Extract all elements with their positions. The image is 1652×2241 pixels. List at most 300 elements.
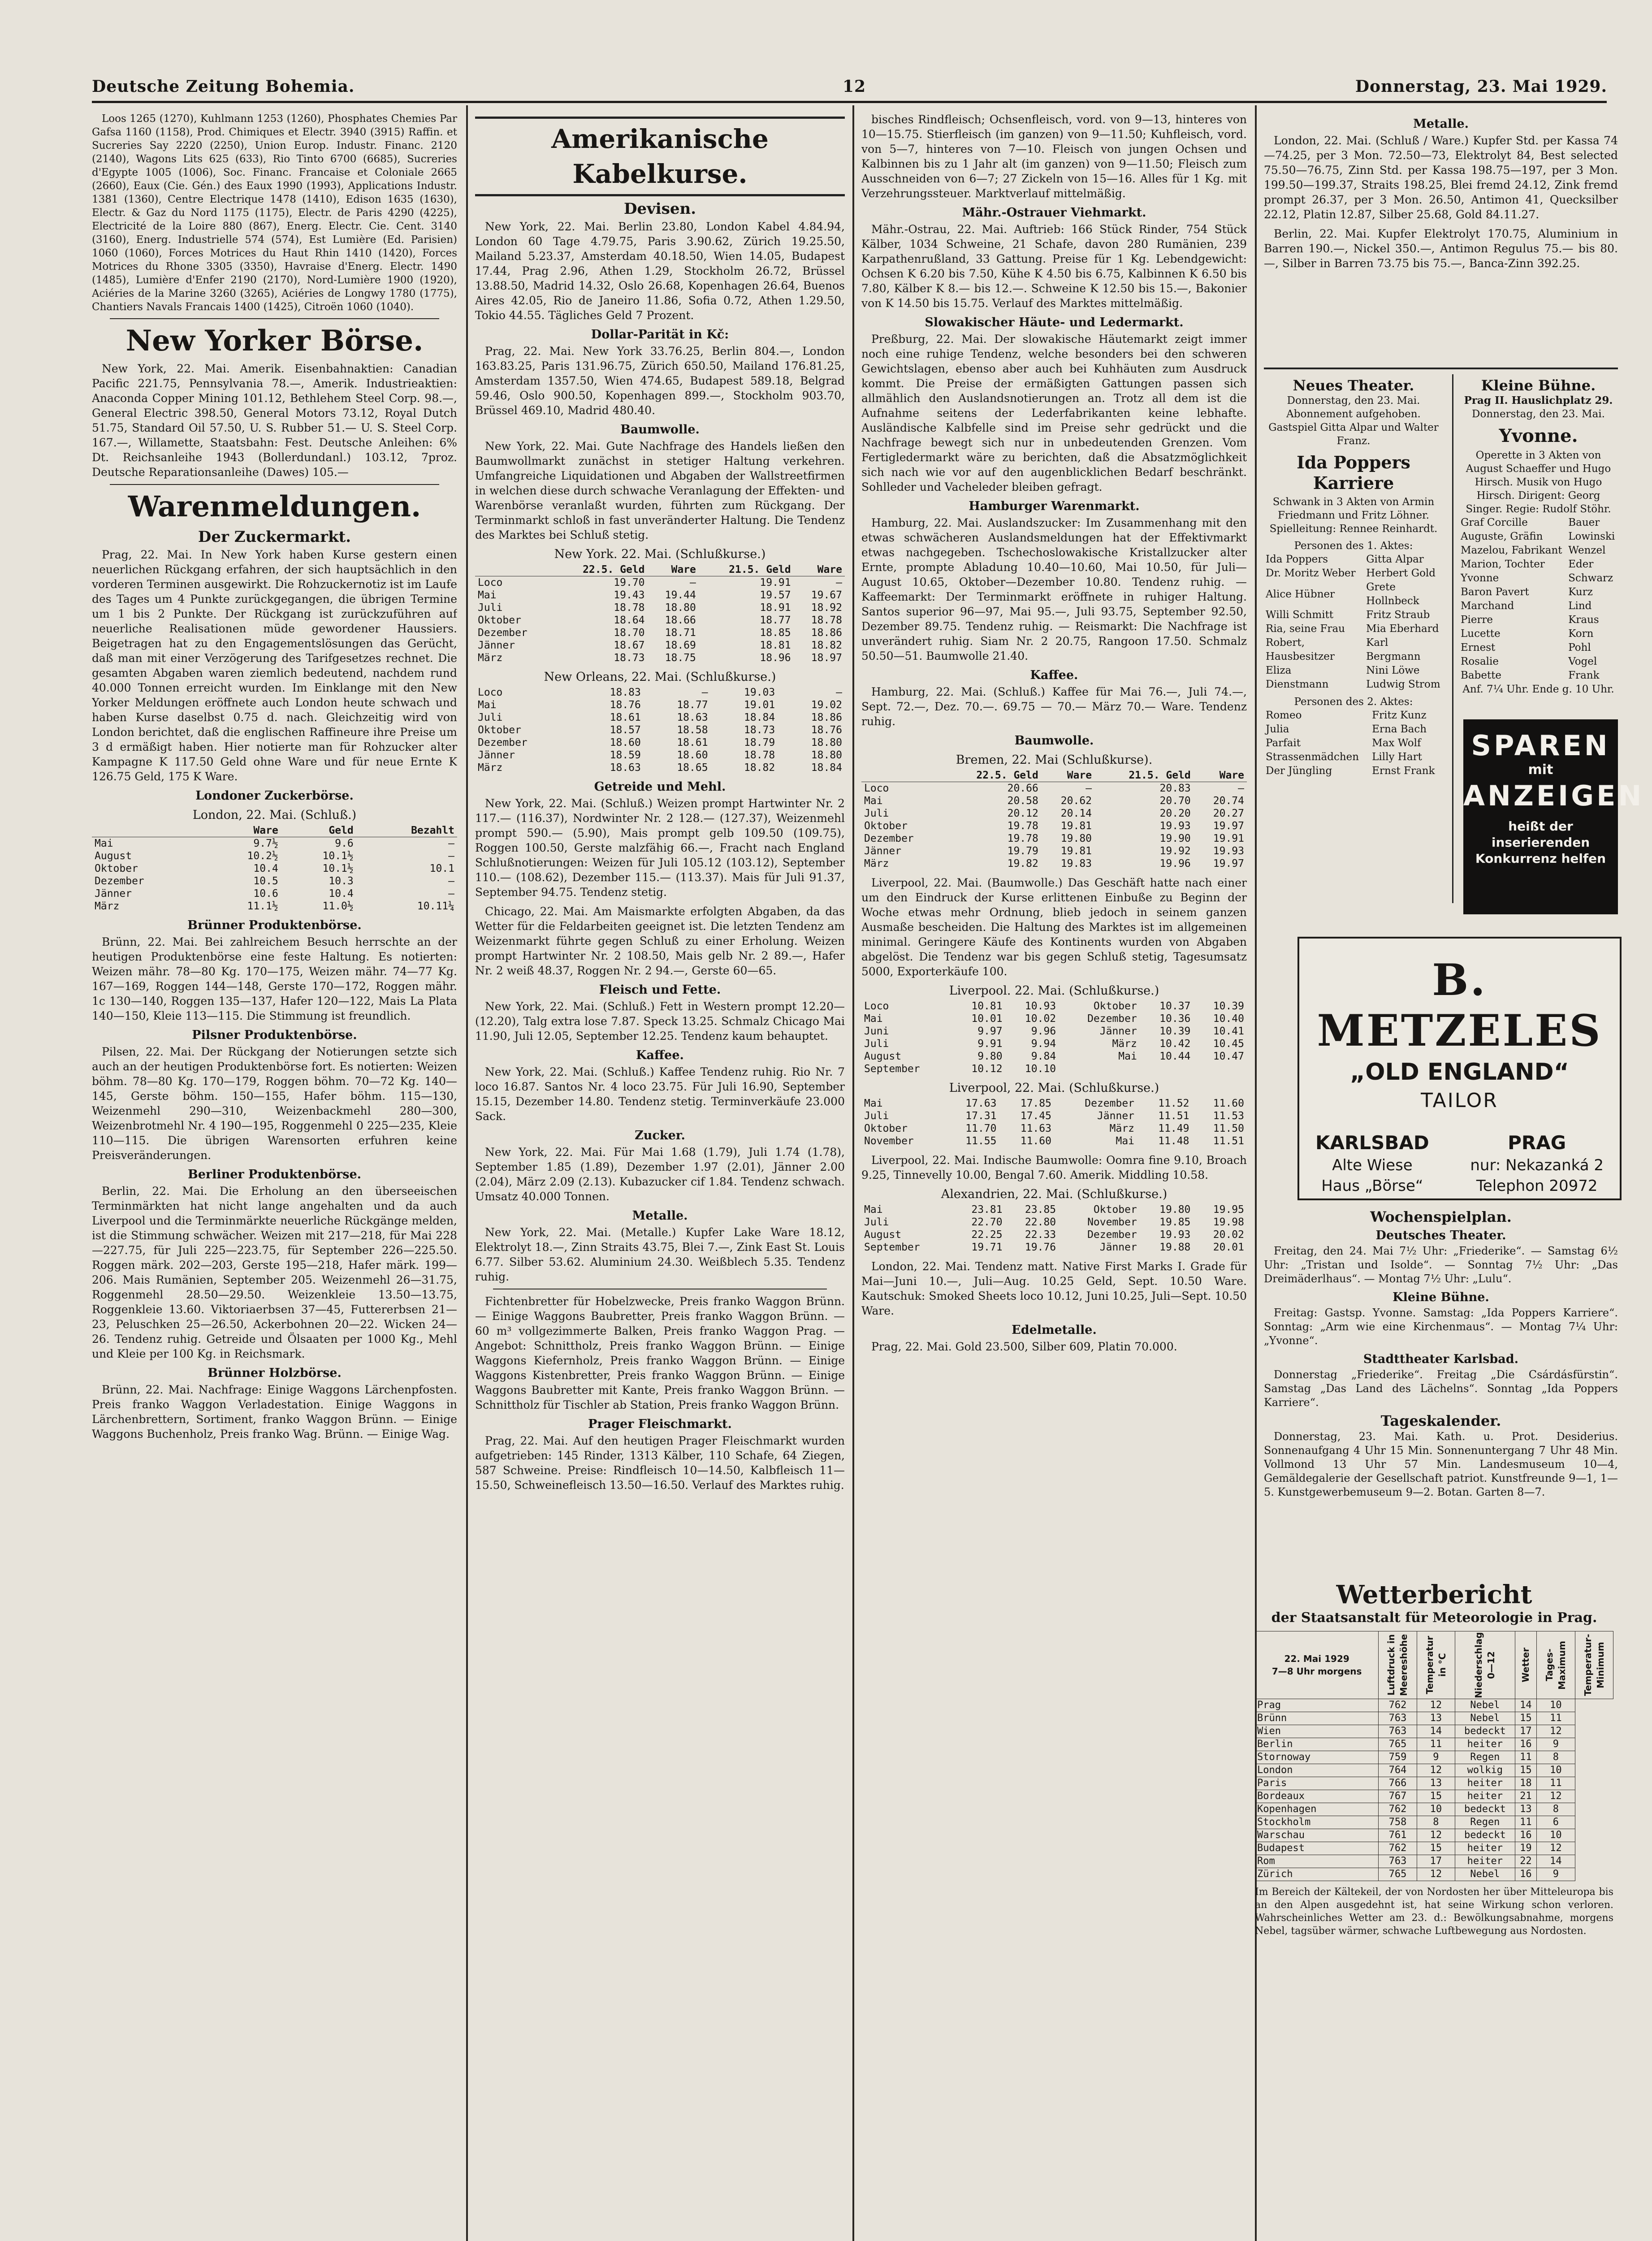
table-cell: 10.37 [1159,1000,1191,1012]
table-cell: 10.3 [329,875,354,887]
table-cell: Erna Bach [1372,723,1427,735]
heading-edelmetalle: Edelmetalle. [1012,1323,1097,1337]
table-cell: 9.6 [335,838,354,849]
heading-haeute: Slowakischer Häute- und Ledermarkt. [925,316,1184,329]
heading-neues-theater: Neues Theater. [1293,377,1414,394]
table-cell: März [95,900,120,912]
weather-cell: 15 [1417,1842,1455,1855]
heading-baumwolle: Baumwolle. [620,423,700,437]
table-cell: Lucette [1461,628,1501,640]
devisen-text: New York, 22. Mai. Berlin 23.80, London Kabel 4.84.94, London 60 Tage 4.79.75, Paris 3.90.62, Zürich 19.25.50, Mailand 5.23.37, Amsterdam 40.18.50, Wien 14.05, Budapest 17.44, Prag 2.96, Athen 1.29, Stockholm 26.72, Brüssel 13.88.50, Madrid 14.32, Oslo 26.68, Kopenhagen 26.64, Buenos Aires 42.05, Rio de Janeiro 11.86, Sofia 0.72, Athen 1.29.50, Tokio 44.55. Tägliches Geld 7 Prozent. [475,220,845,322]
table-cell: Lowinski [1568,531,1615,542]
table-cell: 18.91 [760,602,791,614]
table-cell: 9.96 [1031,1025,1056,1037]
weather-cell: 10 [1537,1764,1575,1777]
table-cell: 20.58 [1007,795,1038,807]
weather-cell: Zürich [1255,1868,1379,1881]
table-cell: Marchand [1461,600,1514,612]
weather-column-header: Temperatur in °C [1417,1631,1455,1699]
table-cell: Oktober [478,614,521,626]
table-row [861,1097,1247,1110]
weather-cell: 17 [1417,1855,1455,1868]
table-cell: Mai [478,699,497,711]
table-row [92,887,457,900]
table-header-cell: Ware [648,563,699,576]
table-header-row [92,824,457,837]
table-row [861,1135,1247,1147]
table-cell: 18.63 [677,712,708,723]
table-row [475,652,845,664]
table-cell: Ludwig Strom [1366,679,1440,690]
table-cell: März [478,652,503,664]
weather-cell: 765 [1379,1868,1417,1881]
header-rule [92,101,1607,103]
table-cell: 20.62 [1060,795,1092,807]
table-cell: 10.93 [1025,1000,1056,1012]
table-cell: Gitta Alpar [1366,554,1424,565]
weather-row [1255,1699,1613,1712]
table-cell: Dezember [478,627,528,639]
kleine-address: Prag II. Hauslichplatz 29. [1464,394,1613,407]
dollar-text: Prag, 22. Mai. New York 33.76.25, Berlin 804.—, London 163.83.25, Paris 131.96.75, Zürich 650.50, Mailand 176.81.25, Amsterdam 1357.50, Wien 474.65, Budapest 589.18, Belgrad 59.46, Oslo 900.50, Kopenhagen 899.—, Stockholm 903.70, Brüssel 469.10, Madrid 480.40. [475,345,845,417]
weather-row [1255,1790,1613,1803]
table-cell: Marion, Tochter [1461,558,1545,570]
table-cell: 19.76 [1025,1242,1056,1253]
table-cell: 11.48 [1158,1135,1189,1147]
table-cell: 9.7½ [253,838,278,849]
weather-cell: Prag [1255,1699,1379,1712]
table-cell: November [1087,1216,1137,1228]
table-cell: — [836,687,842,698]
table-cell: 20.74 [1213,795,1244,807]
heading-warenmeldungen: Warenmeldungen. [128,490,421,523]
table-cell: 18.66 [665,614,696,626]
weather-date: 22. Mai 1929 [1284,1653,1349,1664]
cast-row [1459,585,1618,599]
weather-row [1255,1816,1613,1829]
weather-cell: London [1255,1764,1379,1777]
advert-metzeles-tailor: TAILOR [1421,1089,1498,1112]
weather-cell: 13 [1417,1712,1455,1725]
table-cell: 9.94 [1031,1038,1056,1050]
table-cell: 11.52 [1158,1098,1189,1109]
table-cell: 18.85 [760,627,791,639]
heading-berlin: Berliner Produktenbörse. [187,1168,362,1181]
fichtenbretter-text: Fichtenbretter für Hobelzwecke, Preis franko Waggon Brünn. — Einige Waggons Baubretter, Preis franko Waggon Brünn. — 60 m³ vollgezimmerte Balken, Preis franko Waggon Prag. — Angebot: Schnittholz, Preis franko Waggon Brünn. — Einige Waggons Kiefernholz, Preis franko Waggon Brünn. — Einige Waggons Kistenbretter, Preis franko Waggon Brünn. — Einige Waggons Baubretter mit Kante, Preis franko Waggon Brünn. — Schnittholz für Tischler ab Station, Preis franko Waggon Brünn. [475,1295,845,1411]
weather-cell: 762 [1379,1803,1417,1816]
table-cell: Lilly Hart [1372,751,1422,763]
table-row [861,1012,1247,1025]
table-cell: 18.57 [610,724,641,736]
table-cell: Schwarz [1568,572,1613,584]
table-row [861,857,1247,870]
table-cell: 20.14 [1060,808,1092,819]
table-cell: September [864,1063,920,1075]
table-cell: 18.60 [677,749,708,761]
pilsen-text: Pilsen, 22. Mai. Der Rückgang der Notierungen setzte sich auch an der heutigen Produktenbörse fort. Es notierten: Weizen böhm. 78—80 Kg. 170—179, Roggen böhm. 70—72 Kg. 140—145, Gerste böhm. 150—155, Hafer böhm. 115—130, Weizenmehl 290—310, Weizenbackmehl 280—300, Weizenbrotmehl Nr. 4 190—195, Roggenmehl 0 225—235, Kleie 110—115. Die übrigen Warensorten erfuhren keine Preisveränderungen. [92,1045,457,1162]
table-row [861,782,1247,795]
table-cell: 18.82 [811,640,842,651]
table-cell: 19.81 [1060,820,1092,832]
table-row [861,1050,1247,1063]
table-row [475,589,845,601]
heading-metalle-london: Metalle. [1413,117,1469,131]
table-cell: Kraus [1568,614,1599,626]
table-cell: November [864,1135,914,1147]
table-cell: 20.66 [1007,783,1038,794]
weather-cell: 13 [1515,1803,1537,1816]
table-cell: Julia [1266,723,1289,735]
table-cell: 23.81 [971,1204,1003,1216]
table-cell: Graf Corcille [1461,517,1528,528]
cast-row [1264,736,1443,750]
table-row [475,699,845,711]
haeute-text: Preßburg, 22. Mai. Der slowakische Häutemarkt zeigt immer noch eine ruhige Tendenz, welche besonders bei den schweren Gewichtslagen, ebenso aber auch bei Kuhhäuten zum Ausdruck kommt. Die Preise der ermäßigten Gattungen passen sich allmählich den Auslandsnotierungen an. Trotz all dem ist die Aufnahme seitens der Lederfabrikanten keine lebhafte. Ausländische Kalbfelle sind im Preise sehr gedrückt und die Nachfrage bewegt sich nur in unbedeutenden Grenzen. Vom Fertigledermarkt wäre zu berichten, daß die Absatzmöglichkeit sich nach wie vor auf den augenblicklichen Bedarf beschränkt. Sohlleder und Vacheleder bleiben gefragt. [861,333,1247,493]
table-cell: Dezember [1087,1229,1137,1241]
separator [110,318,439,319]
advert-sparen [1463,719,1644,914]
weather-column-header: Luftdruck in Meereshöhe [1379,1631,1417,1699]
table-cell: 22.70 [971,1216,1003,1228]
weather-cell: bedeckt [1455,1803,1515,1816]
theater-rule [1264,368,1618,369]
table-cell: Dezember [1087,1013,1137,1025]
table-cell: Oktober [478,724,521,736]
table-cell: Rosalie [1461,656,1499,667]
kleine-desc: Operette in 3 Akten von August Schaeffer und Hugo Hirsch. Musik von Hugo Hirsch. Dirigent: Georg Singer. Regie: Rudolf Stöhr. [1466,450,1611,515]
table-cell: 17.63 [965,1098,997,1109]
wochen-text: Freitag, den 24. Mai 7½ Uhr: „Friederike“. — Samstag 6½ Uhr: „Tristan und Isolde“. — Sonntag 7½ Uhr: „Das Dreimäderlhaus“. — Montag 7½ Uhr: „Lulu“. [1264,1245,1618,1285]
heading-dollar: Dollar-Parität in Kč: [591,328,729,342]
table-cell: Ida Poppers [1266,554,1328,565]
heading-ostrau: Mähr.-Ostrauer Viehmarkt. [962,206,1146,220]
table-row [475,736,845,749]
table-cell: 10.39 [1213,1000,1244,1012]
table-row [861,1110,1247,1122]
table-cell: 10.1½ [322,863,354,874]
column-rule-1 [466,105,468,2241]
advert-city-prag: PRAG [1508,1132,1566,1154]
table-cell: März [864,858,889,870]
table-cell: 10.81 [971,1000,1003,1012]
table-cell: 10.6 [253,888,278,900]
table-cell: 18.67 [614,640,645,651]
weather-cell: 767 [1379,1790,1417,1803]
table-row [92,875,457,887]
table-cell: 19.80 [1060,833,1092,844]
weather-cell: 11 [1515,1751,1537,1764]
weather-cell: bedeckt [1455,1725,1515,1738]
table-cell: März [478,762,503,774]
table-cell: Vogel [1568,656,1597,667]
table-cell: 18.82 [744,762,775,774]
table-cell: 18.96 [760,652,791,664]
weather-header-row [1255,1631,1613,1699]
advert-addr-prag-1: nur: Nekazanká 2 [1470,1156,1604,1174]
wochen-deutsches-theater: Deutsches Theater. [1375,1229,1506,1242]
cast-row [1459,558,1618,571]
heading-amerikanische-kabelkurse: Amerikanische Kabelkurse. [475,117,845,196]
table-cell: 18.97 [811,652,842,664]
weather-cell: 14 [1417,1725,1455,1738]
table-cell: Babette [1461,670,1502,681]
weather-cell: 8 [1417,1816,1455,1829]
table-cell: Willi Schmitt [1266,609,1334,621]
bremen-table [861,769,1247,870]
weather-cell: 763 [1379,1725,1417,1738]
heading-zucker: Zucker. [635,1129,685,1142]
cast-row [1459,599,1618,613]
persons-table [1264,553,1443,692]
weather-cell: 12 [1537,1842,1575,1855]
weather-cell: 16 [1515,1829,1537,1842]
table-cell: Karl Bergmann [1366,637,1421,662]
cast-row [1459,544,1618,558]
table-cell: Mia Eberhard [1366,623,1439,635]
table-cell: 18.84 [811,762,842,774]
heading-wetterbericht: Wetterbericht [1336,1580,1532,1609]
table-cell: September [864,1242,920,1253]
bruenn-text: Brünn, 22. Mai. Bei zahlreichem Besuch herrschte an der heutigen Produktenbörse eine feste Haltung. Es notierten: Weizen mähr. 78—80 Kg. 170—175, Weizen mähr. 74—77 Kg. 167—169, Roggen 144—148, Gerste 170—172, Roggen mähr. 1c 130—140, Roggen 135—137, Hafer 120—122, Mais La Plata 140—150, Kleie 113—115. Die Stimmung ist freundlich. [92,935,457,1022]
weather-column-header: Wetter [1515,1631,1537,1699]
table-cell: 11.51 [1213,1135,1244,1147]
table-cell: 18.60 [610,737,641,748]
table-cell: Jänner [478,640,515,651]
table-cell: 17.45 [1020,1110,1051,1122]
table-cell: 19.71 [971,1242,1003,1253]
table-cell: Loco [864,783,889,794]
edelmetalle-text: Prag, 22. Mai. Gold 23.500, Silber 609, Platin 70.000. [871,1340,1177,1353]
table-cell: 11.50 [1213,1123,1244,1134]
weather-cell: 11 [1537,1777,1575,1790]
cast-row [1264,764,1443,778]
weather-column-header: Niederschlag 0—12 [1455,1631,1515,1699]
tages-text: Donnerstag, 23. Mai. Kath. u. Prot. Desiderius. Sonnenaufgang 4 Uhr 15 Min. Sonnenuntergang 7 Uhr 48 Min. Vollmond 13 Uhr 57 Min. Landesmuseum 10—4, Gemäldegalerie der Gesellschaft patriot. Kunstfreunde 9—1, 1—5. Kunstgewerbemuseum 9—2. Botan. Garten 8—7. [1264,1430,1618,1498]
table-row [861,1241,1247,1254]
metalle-berlin-text: Berlin, 22. Mai. Kupfer Elektrolyt 170.75, Aluminium in Barren 190.—, Nickel 350.—, Antimon Regulus 75.— bis 80.—, Silber in Barren 73.75 bis 75.—, Banca-Zinn 392.25. [1264,227,1618,270]
weather-cell: Stockholm [1255,1816,1379,1829]
table-header-cell: 21.5. Geld [699,563,794,576]
table-cell [1140,1063,1194,1075]
cast-row [1459,669,1618,683]
liverpool2-caption: Liverpool, 22. Mai. (Schlußkurse.) [949,1081,1159,1095]
weather-cell: 12 [1417,1764,1455,1777]
table-cell: — [836,577,842,588]
weather-cell: Nebel [1455,1868,1515,1881]
table-cell: 9.97 [977,1025,1003,1037]
table-cell: Jänner [1099,1242,1137,1253]
liverpool-text: Liverpool, 22. Mai. (Baumwolle.) Das Geschäft hatte nach einer um den Eindruck der Kurse erlittenen Einbuße zu Beginn der Woche etwas mehr Ordnung, blieb jedoch in seinem ganzen Ausmaße bescheiden. Die Haltung des Marktes ist im allgemeinen minimal. Geringere Käufe des Kontinents wurden von Abgaben abgelöst. Die Tendenz war bis gegen Schluß stetig, Tagesumsatz 5000, Exporterkäufe 100. [861,876,1247,978]
table-cell: 19.93 [1159,1229,1191,1241]
weather-cell: Berlin [1255,1738,1379,1751]
table-cell: 18.61 [677,737,708,748]
kaffee-hamburg-text: Hamburg, 22. Mai. (Schluß.) Kaffee für Mai 76.—, Juli 74.—, Sept. 72.—, Dez. 70.—. 69.75 — 70.— März 70.— Ware. Tendenz ruhig. [861,685,1247,728]
table-cell: Jänner [478,749,515,761]
table-cell: 18.80 [811,749,842,761]
cast-row [1264,622,1443,636]
table-cell: 10.10 [1025,1063,1056,1075]
cast-row [1264,664,1443,678]
weather-row [1255,1738,1613,1751]
table-header-cell [475,563,553,576]
table-row [475,614,845,627]
liverpool-caption: Liverpool. 22. Mai. (Schlußkurse.) [949,984,1159,998]
table-header-cell: Ware [1041,769,1094,782]
table-cell: 20.02 [1213,1229,1244,1241]
ny-text: New York, 22. Mai. Amerik. Eisenbahnaktien: Canadian Pacific 221.75, Pennsylvania 78.—, Amerik. Industrieaktien: Anaconda Copper Mining 101.12, Bethlehem Steel Corp. 98.—, General Electric 398.50, General Motors 73.12, Royal Dutch 51.75, Standard Oil 57.50, U. S. Rubber 51.— U. S. Steel Corp. 167.—, Willamette, Staatsbahn: Fest. Deutsche Anleihen: 6% Dt. Reichsanleihe 1943 (Bollerdundanl.) 103.12, 7proz. Deutsche Reparationsanleihe (Dawes) 105.— [92,362,457,479]
table-cell: 18.80 [665,602,696,614]
table-cell: 18.61 [610,712,641,723]
fleisch-text: New York, 22. Mai. (Schluß.) Fett in Western prompt 12.20— (12.20), Talg extra lose 7.87. Speck 13.25. Schmalz Chicago Mai 11.90, Juli 12.05, September 12.25. Tendenz kaum behauptet. [475,1000,845,1043]
column-rule-2 [852,105,854,2241]
kleine-date: Donnerstag, den 23. Mai. [1472,408,1605,420]
table-cell: 19.98 [1213,1216,1244,1228]
table-cell: 19.44 [665,589,696,601]
table-cell: 10.01 [971,1013,1003,1025]
cast-row [1459,627,1618,641]
weather-column-header: Temperatur-Minimum [1575,1631,1613,1699]
table-cell: 11.70 [965,1123,997,1134]
table-cell: August [864,1051,902,1062]
karlsbad-heading: Stadttheater Karlsbad. [1363,1352,1519,1366]
table-cell: 20.01 [1213,1242,1244,1253]
column-4-metalle [1264,112,1618,363]
weather-row [1255,1725,1613,1738]
table-cell: 10.45 [1213,1038,1244,1050]
weather-cell: Regen [1455,1816,1515,1829]
weather-cell: 12 [1537,1725,1575,1738]
table-cell: 10.1½ [322,850,354,862]
table-cell: Lind [1568,600,1592,612]
wetter-sub: der Staatsanstalt für Meteorologie in Prag. [1271,1610,1597,1626]
table-row [861,845,1247,857]
table-cell: Mai [478,589,497,601]
table-cell: 18.83 [610,687,641,698]
kleine-buehne-block [1459,374,1618,715]
table-cell: Mai [1118,1051,1137,1062]
table-cell: Nini Löwe [1366,665,1420,676]
table-cell: Juni [864,1025,889,1037]
table-cell: Alice Hübner [1266,588,1335,600]
table-cell: 10.2½ [247,850,278,862]
table-row [92,837,457,850]
london-table [92,824,457,913]
weather-cell: Regen [1455,1751,1515,1764]
table-cell: 19.78 [1007,820,1038,832]
table-cell: 10.42 [1159,1038,1191,1050]
table-row [92,900,457,913]
ny-cotton-table [475,563,845,664]
table-cell: Robert, Hausbesitzer [1266,637,1335,662]
theater-note: Abonnement aufgehoben. Gastspiel Gitta Alpar und Walter Franz. [1268,408,1439,447]
table-cell: 18.73 [744,724,775,736]
zucker2-text: New York, 22. Mai. Für Mai 1.68 (1.79), Juli 1.74 (1.78), September 1.85 (1.89), Dezember 1.97 (2.01), Jänner 2.00 (2.04), März 2.09 (2.13). Kubazucker cif 1.84. Tendenz schwach. Umsatz 40.000 Tonnen. [475,1146,845,1203]
weather-cell: 15 [1417,1790,1455,1803]
table-cell: Baron Pavert [1461,586,1529,598]
table-cell: Auguste, Gräfin [1461,531,1543,542]
weather-table [1255,1631,1613,1881]
weather-cell: 762 [1379,1699,1417,1712]
table-cell: 10.47 [1213,1051,1244,1062]
table-cell: 18.78 [811,614,842,626]
weather-report [1255,1578,1613,2124]
wochen-kleine: Kleine Bühne. [1393,1290,1489,1304]
table-header-cell: Ware [794,563,845,576]
table-cell: 19.95 [1213,1204,1244,1216]
table-cell: 10.5 [253,875,278,887]
weather-cell: wolkig [1455,1764,1515,1777]
advert-metzeles-sub: „OLD ENGLAND“ [1350,1059,1569,1086]
weather-cell: 9 [1537,1868,1575,1881]
table-cell: 19.91 [760,577,791,588]
weather-cell: 759 [1379,1751,1417,1764]
weather-cell: 6 [1537,1816,1575,1829]
cast-row [1459,516,1618,530]
weather-cell: 766 [1379,1777,1417,1790]
heading-fleisch: Fleisch und Fette. [599,983,721,997]
table-cell: Dezember [95,875,144,887]
table-cell: Oktober [864,1123,908,1134]
table-cell: Juli [864,1038,889,1050]
weather-row [1255,1751,1613,1764]
weather-row [1255,1842,1613,1855]
separator [110,484,439,485]
theater-date: Donnerstag, den 23. Mai. [1287,395,1420,407]
table-cell: 10.12 [971,1063,1003,1075]
table-cell: 11.0½ [322,900,354,912]
heading-hamburg: Hamburger Warenmarkt. [969,499,1140,513]
table-cell: Dezember [478,737,528,748]
table-cell: 11.51 [1158,1110,1189,1122]
table-cell: 18.92 [811,602,842,614]
table-cell: 9.91 [977,1038,1003,1050]
weather-cell: 765 [1379,1738,1417,1751]
getreide-text: New York, 22. Mai. (Schluß.) Weizen prompt Hartwinter Nr. 2 117.— (116.37), Nordwinter Nr. 2 128.— (127.37), Weizenmehl prompt 590.— (5.90), Mais prompt gelb 109.50 (109.75), Roggen 100.50, Gerste malzfähig 66.—, Fracht nach England Schlußnotierungen: Weizen für Juli 105.12 (103.12), September 110.— (108.62), Dezember 115.— (113.37). Mais für Juli 91.37, September 94.75. Tendenz stetig. [475,797,845,899]
column-1 [92,112,457,2241]
table-row [861,1229,1247,1241]
cast-row [1264,567,1443,580]
theater-desc: Schwank in 3 Akten von Armin Friedmann und Fritz Löhner. Spielleitung: Rennee Reinhardt. [1269,496,1438,535]
wochen-kleine-text: Freitag: Gastsp. Yvonne. Samstag: „Ida Poppers Karriere“. Sonntag: „Arm wie eine Kirchenmaus“. — Montag 7¼ Uhr: „Yvonne“. [1264,1307,1618,1347]
weather-cell: 17 [1515,1725,1537,1738]
cast-row [1264,580,1443,608]
table-cell: Der Jüngling [1266,765,1332,777]
table-cell: August [864,1229,902,1241]
table-cell: 18.78 [614,602,645,614]
cast-row [1459,530,1618,544]
advert-sparen-l4: heißt der inserierenden Konkurrenz helfen [1475,819,1606,866]
metalle-london-text: London, 22. Mai. (Schluß / Ware.) Kupfer Std. per Kassa 74—74.25, per 3 Mon. 72.50—73, Elektrolyt 84, Best selected 75.50—76.75, Zinn Std. per Kassa 198.75—197, per 3 Mon. 199.50—199.37, Straits 198.25, Blei fremd 24.12, Zink fremd prompt 26.37, per 3 Mon. 26.50, Antimon 41, Quecksilber 22.12, Platin 12.87, Silber 25.68, Gold 84.11.27. [1264,134,1618,221]
table-cell: 10.44 [1159,1051,1191,1062]
advert-metzeles-name: B. METZELES [1317,955,1602,1056]
cast-row [1264,636,1443,664]
table-cell: 9.80 [977,1051,1003,1062]
table-cell: 19.92 [1159,845,1191,857]
table-row [475,724,845,736]
new-orleans-caption: New Orleans, 22. Mai. (Schlußkurse.) [544,670,776,684]
yvonne-persons-table [1459,516,1618,683]
table-cell: Dezember [1085,1098,1135,1109]
paris-quotes: Loos 1265 (1270), Kuhlmann 1253 (1260), Phosphates Chemies Par Gafsa 1160 (1158), Prod. Chimiques et Electr. 3940 (3915) Raffin. et Sucreries Say 2220 (2250), Union Europ. Industr. Financ. 2120 (2140), Wagons Lits 625 (633), Rio Tinto 6700 (6685), Sucreries d'Egypte 1005 (1006), Soc. Financ. Francaise et Coloniale 2665 (2660), Eaux (Cie. Gén.) des Eaux 1990 (1993), Applications Industr. 1381 (1360), Centre Electrique 1478 (1410), Edison 1635 (1630), Electr. & Gaz du Nord 1175 (1175), Electr. de Paris 4290 (4225), Electricité de la Loire 880 (867), Energ. Electr. Cie. Cent. 3140 (3160), Energ. Industrielle 574 (574), Est Lumière (Ed. Parisien) 1060 (1060), Forces Motrices du Haut Rhin 1410 (1420), Forces Motrices du Rhone 3305 (3350), Havraise d'Energ. Electr. 1490 (1485), Lumière d'Enfer 2190 (2170), Nord-Lumière 1900 (1920), Aciéries de la Marine 3260 (3265), Aciéries de Longwy 1780 (1775), Chantiers Navals Francais 1400 (1425), Citroën 1060 (1040). [92,113,457,313]
zucker-text: Prag, 22. Mai. In New York haben Kurse gestern einen neuerlichen Rückgang erfahren, der sich hauptsächlich in den vorderen Terminen ausgewirkt. Die Rohzuckernotiz ist im Laufe des Tages um 4 Punkte zurückgegangen, die übrigen Termine um 1 bis 2 Punkte. Der Rückgang ist zurückzuführen auf neuerliche Realisationen müde gewordener Haussiers. Beigetragen hat zu den Engagementslösungen das Gerücht, daß man mit einer Verzögerung des Tarifgesetzes rechnet. Die gesamten Abgaben waren ziemlich bedeutend, nachdem rund 40.000 Tonnen erreicht wurden. Im Einklange mit den New Yorker Meldungen eröffnete auch London heute schwach und haben Kurse daselbst 0.75 d. nach. Gleichzeitig wird von London berichtet, daß die englischen Raffineure ihre Preise um 3 d ermäßigt haben. Hier notierte man für Rohzucker alter Kampagne K 117.50 Geld ohne Ware und für neue Ernte K 126.75 Geld, 175 K Ware. [92,548,457,783]
table-cell: Parfait [1266,737,1301,749]
table-cell: Ernst Frank [1372,765,1435,777]
weather-cell: Warschau [1255,1829,1379,1842]
table-header-cell: 22.5. Geld [553,563,648,576]
indische-text: Liverpool, 22. Mai. Indische Baumwolle: Oomra fine 9.10, Broach 9.25, Tinnevelly 10.00, Bengal 7.60. Amerik. Middling 10.58. [861,1154,1247,1181]
table-cell: 22.33 [1025,1229,1056,1241]
weather-cell: 22 [1515,1855,1537,1868]
